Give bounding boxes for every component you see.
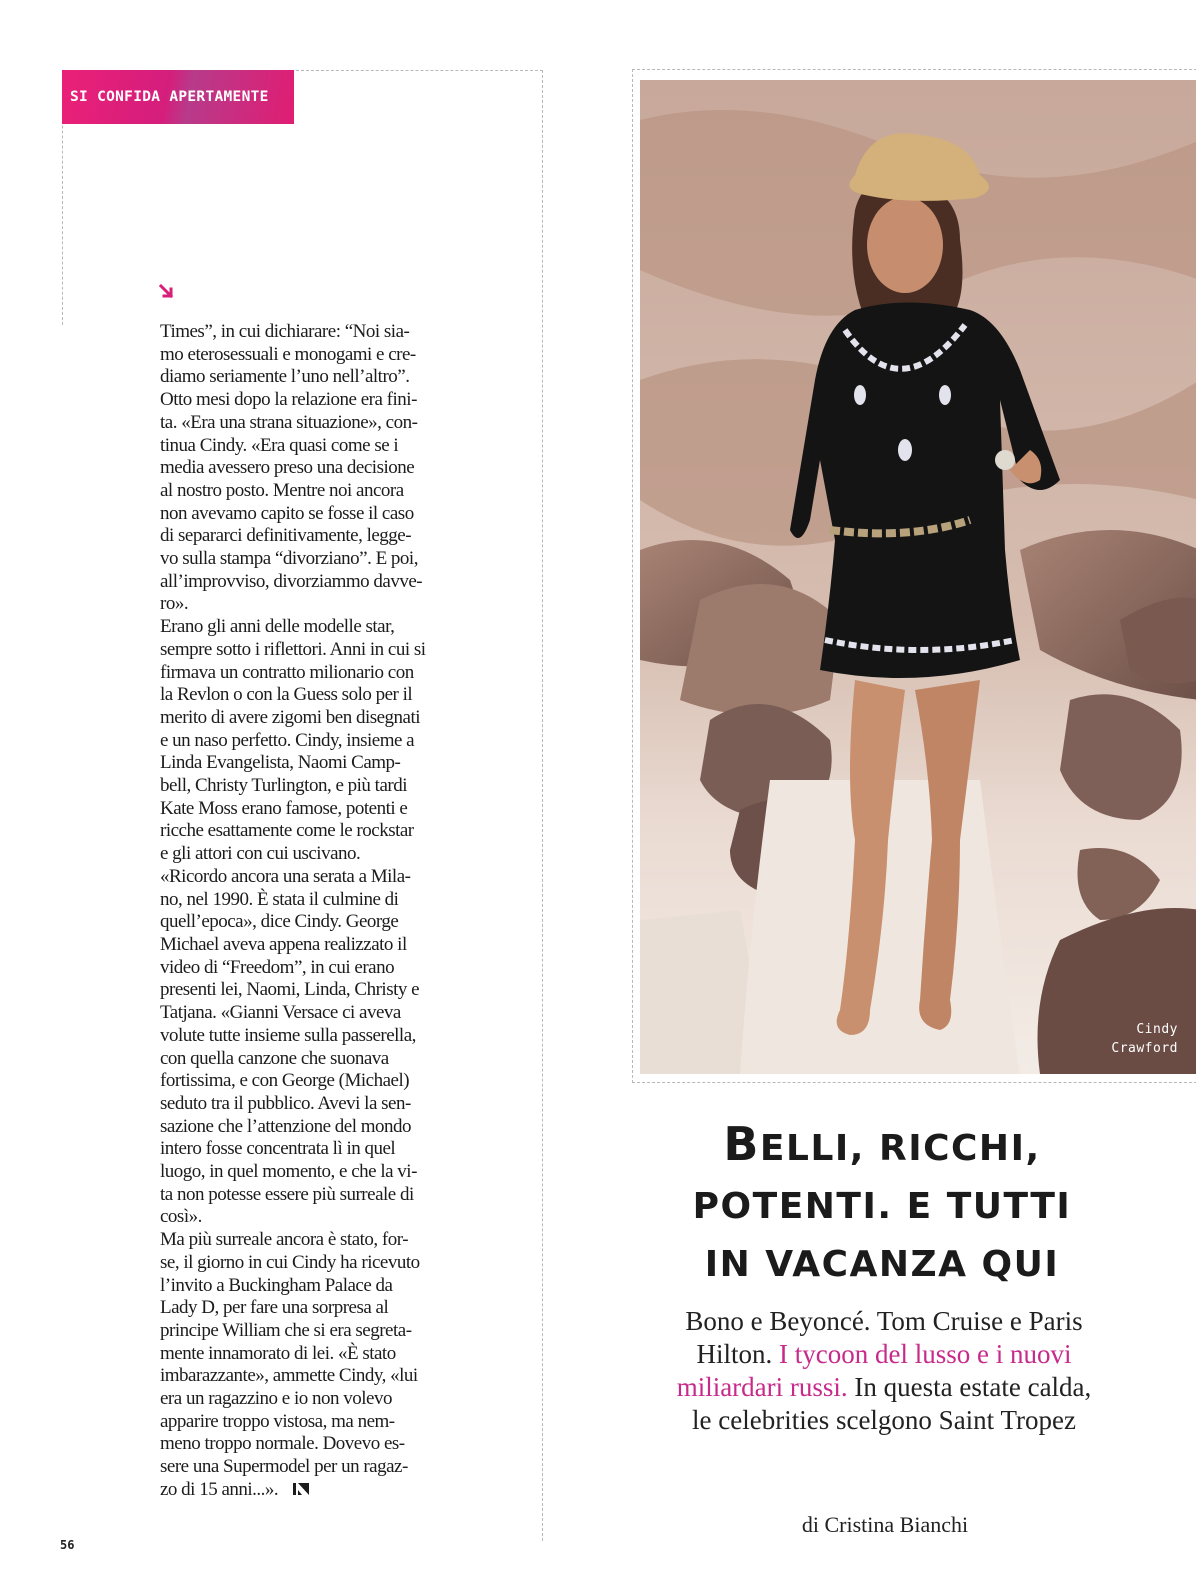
article-line: all’improvviso, divorziammo davve-: [160, 570, 423, 592]
subheading-text: Hilton.: [696, 1339, 773, 1369]
headline-line: [632, 1115, 1132, 1178]
article-line: firmava un contratto milionario con: [160, 661, 414, 683]
article-line: quell’epoca», dice Cindy. George: [160, 911, 399, 933]
article-line: e gli attori con cui uscivano.: [160, 843, 361, 865]
article-line: meno troppo normale. Dovevo es-: [160, 1433, 405, 1455]
article-line: seduto tra il pubblico. Avevi la sen-: [160, 1092, 411, 1114]
article-line: imbarazzante», ammette Cindy, «lui: [160, 1365, 418, 1387]
article-line: Otto mesi dopo la relazione era fini-: [160, 389, 417, 411]
article-line: tinua Cindy. «Era quasi come se i: [160, 434, 399, 456]
article-line: intero fosse concentrata lì in quel: [160, 1138, 396, 1160]
article-line: presenti lei, Naomi, Linda, Christy e: [160, 979, 420, 1001]
article-body: [160, 321, 450, 1502]
article-line: fortissima, e con George (Michael): [160, 1070, 410, 1092]
article-line: Times”, in cui dichiarare: “Noi sia-: [160, 321, 410, 342]
headline-line: [632, 1236, 1132, 1294]
article-line: «Ricordo ancora una serata a Mila-: [160, 865, 411, 887]
article-line: ro».: [160, 593, 189, 615]
article-line: sazione che l’attenzione del mondo: [160, 1115, 412, 1137]
article-line: con quella canzone che suonava: [160, 1047, 389, 1069]
article-line: merito di avere zigomi ben disegnati: [160, 706, 421, 728]
subheading-line: Bono e Beyoncé. Tom Cruise e Paris: [685, 1306, 1083, 1336]
headline-line: [632, 1178, 1132, 1236]
article-line: ta non potesse essere più surreale di: [160, 1183, 414, 1205]
subheading-line: le celebrities scelgono Saint Tropez: [692, 1405, 1076, 1435]
article-line: la Revlon o con la Guess solo per il: [160, 684, 413, 706]
page-number: 56: [60, 1538, 75, 1552]
article-line: media avessero preso una decisione: [160, 457, 415, 479]
article-line: Ma più surreale ancora è stato, for-: [160, 1229, 409, 1251]
article-line: ricche esattamente come le rockstar: [160, 820, 414, 842]
byline: di Cristina Bianchi: [801, 1512, 969, 1537]
article-line: vo sulla stampa “divorziano”. E poi,: [160, 548, 418, 570]
section-tag: SI CONFIDA APERTAMENTE: [62, 70, 294, 124]
article-line: Kate Moss erano famose, potenti e: [160, 797, 408, 819]
article-line: non avevamo capito se fosse il caso: [160, 502, 414, 524]
headline-capital: B: [723, 1117, 760, 1171]
subheading-line: [628, 1371, 1140, 1404]
headline-text: POTENTI. E TUTTI: [692, 1186, 1072, 1227]
article-line: l’invito a Buckingham Palace da: [160, 1274, 393, 1296]
article-line: così».: [160, 1206, 202, 1228]
article-line: bell, Christy Turlington, e più tardi: [160, 775, 407, 797]
subheading-highlight: miliardari russi.: [676, 1372, 848, 1402]
article-line: di separarci definitivamente, legge-: [160, 525, 412, 547]
article-line: ta. «Era una strana situazione», con-: [160, 411, 418, 433]
headline: [632, 1115, 1132, 1294]
subheading-text: In questa estate calda,: [854, 1372, 1092, 1402]
headline-text: ELLI, RICCHI,: [759, 1128, 1041, 1169]
article-line: Linda Evangelista, Naomi Camp-: [160, 752, 401, 774]
article-line: al nostro posto. Mentre noi ancora: [160, 479, 404, 501]
cover-photo: [640, 80, 1196, 1074]
article-line: mente innamorato di lei. «È stato: [160, 1342, 396, 1364]
article-line: video di “Freedom”, in cui erano: [160, 956, 395, 978]
article-line: apparire troppo vistosa, ma nem-: [160, 1410, 395, 1432]
subheading-highlight: I tycoon del lusso e i nuovi: [779, 1339, 1072, 1369]
article-line: principe William che si era segreta-: [160, 1319, 412, 1341]
photo-caption-line: Cindy: [1136, 1022, 1178, 1037]
article-line: sempre sotto i riflettori. Anni in cui si: [160, 638, 426, 660]
article-line: diamo seriamente l’uno nell’altro”.: [160, 366, 410, 388]
headline-text: IN VACANZA QUI: [704, 1244, 1060, 1285]
article-line: mo eterosessuali e monogami e cre-: [160, 343, 416, 365]
article-line: Erano gli anni delle modelle star,: [160, 616, 395, 638]
article-line: sere una Supermodel per un ragaz-: [160, 1456, 408, 1478]
article-line: era un ragazzino e io non volevo: [160, 1388, 392, 1410]
end-of-article-icon: [292, 1482, 310, 1496]
article-line: luogo, in quel momento, e che la vi-: [160, 1161, 417, 1183]
article-line: e un naso perfetto. Cindy, insieme a: [160, 729, 415, 751]
photo-caption-line: Crawford: [1111, 1041, 1178, 1056]
subheading: [628, 1305, 1140, 1437]
arrow-down-right-icon: [158, 283, 174, 299]
article-line: Tatjana. «Gianni Versace ci aveva: [160, 1002, 401, 1024]
article-line: Lady D, per fare una sorpresa al: [160, 1297, 389, 1319]
photo-caption: [1111, 1020, 1178, 1058]
article-line: se, il giorno in cui Cindy ha ricevuto: [160, 1251, 420, 1273]
article-line: zo di 15 anni...».: [160, 1479, 450, 1502]
article-line: Michael aveva appena realizzato il: [160, 933, 407, 955]
subheading-line: [628, 1338, 1140, 1371]
beach-photo-illustration: [640, 80, 1196, 1074]
article-line: volute tutte insieme sulla passerella,: [160, 1024, 416, 1046]
article-line: no, nel 1990. È stata il culmine di: [160, 888, 399, 910]
